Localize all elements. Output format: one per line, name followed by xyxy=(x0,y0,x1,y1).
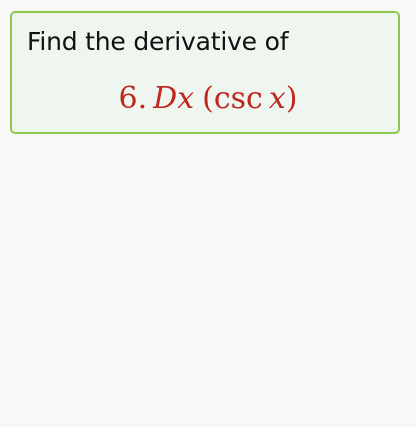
question-prompt: Find the derivative of xyxy=(27,27,289,56)
derivative-operator: Dx xyxy=(153,81,195,116)
open-parenthesis: ( xyxy=(202,81,214,116)
function-name: csc xyxy=(213,81,263,116)
variable: x xyxy=(268,81,286,116)
question-card xyxy=(10,11,400,134)
math-expression xyxy=(12,81,398,116)
close-parenthesis: ) xyxy=(285,81,298,116)
problem-number: 6. xyxy=(118,81,148,116)
